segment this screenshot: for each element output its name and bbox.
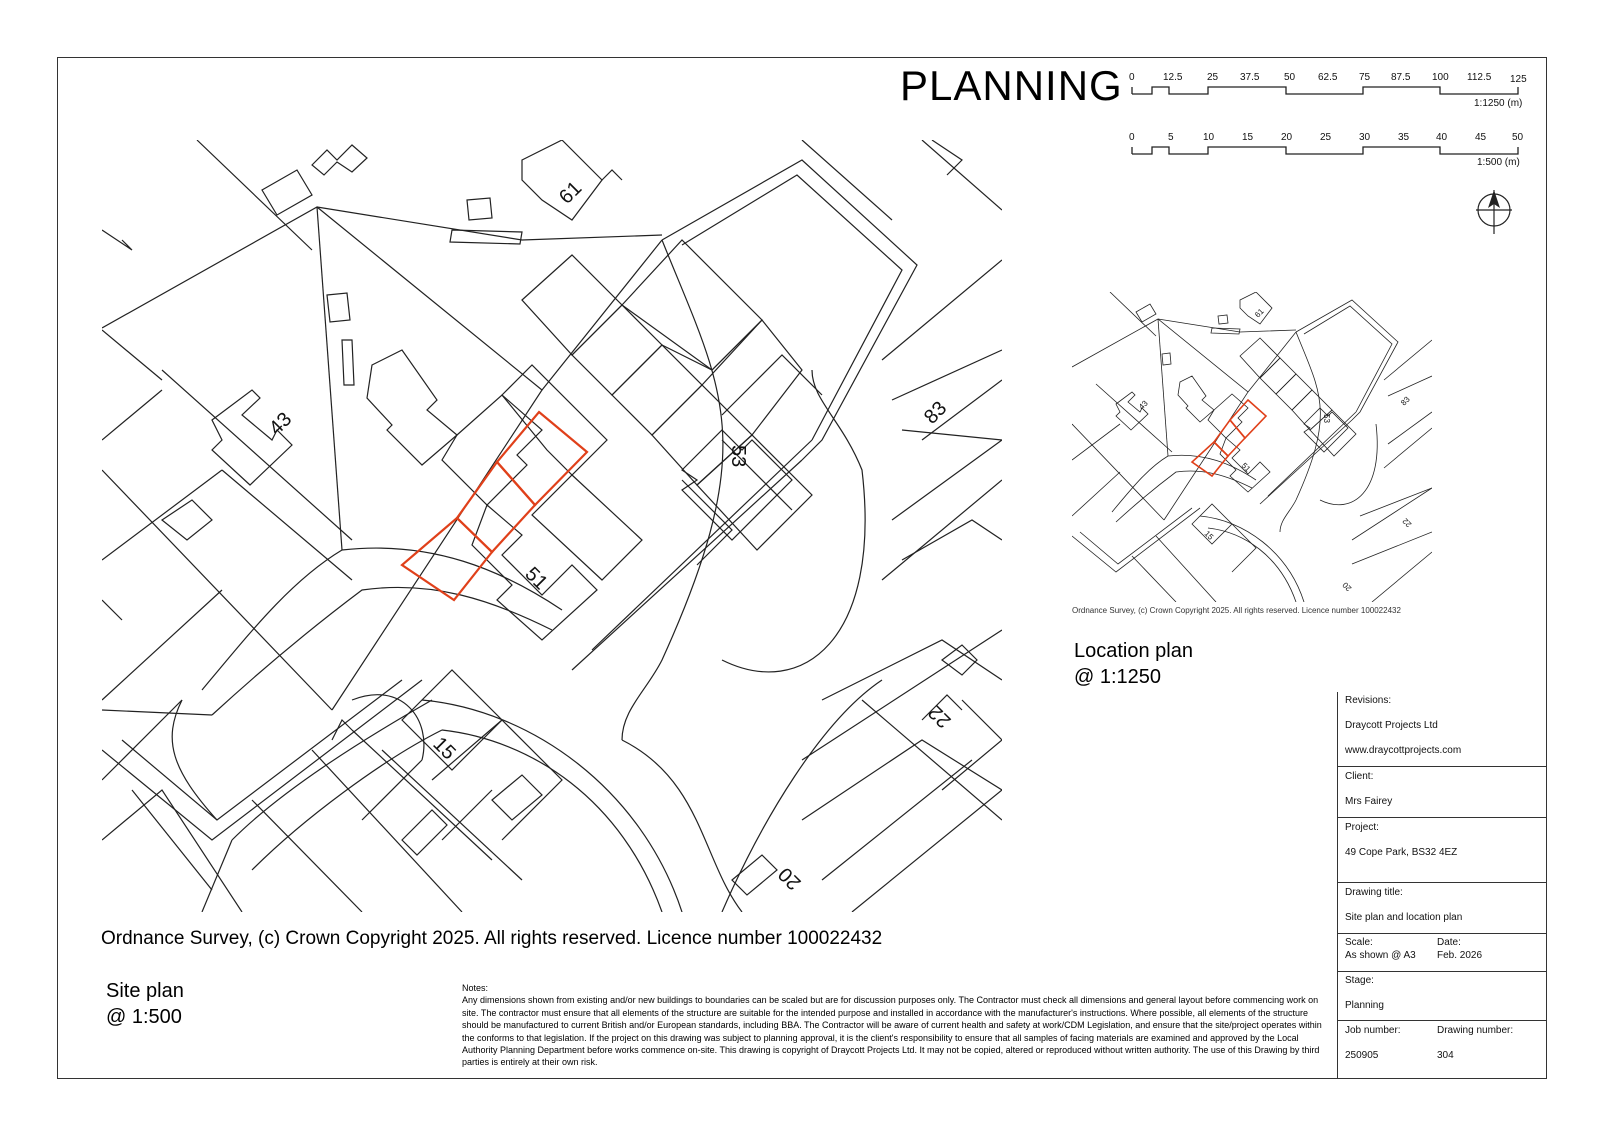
drawing-title-heading: PLANNING <box>900 62 1123 109</box>
notes-block <box>462 982 1332 1069</box>
location-plan-map <box>1072 292 1432 602</box>
scale-tick-label: 0 <box>1129 132 1135 143</box>
scale-tick-label: 87.5 <box>1391 72 1411 83</box>
location-house-number-53: 53 <box>1322 414 1331 423</box>
date-label: Date: <box>1437 937 1461 948</box>
location-house-number-15: 15 <box>1202 529 1216 542</box>
date-value: Feb. 2026 <box>1437 950 1483 961</box>
notes-heading: Notes: <box>462 983 489 993</box>
location-house-number-22: 22 <box>1400 516 1414 529</box>
revisions-label: Revisions: <box>1345 695 1392 706</box>
scale-label: Scale: <box>1345 937 1373 948</box>
location-house-number-51: 51 <box>1239 461 1253 474</box>
scale-tick-label: 10 <box>1203 132 1215 143</box>
site-plan-label-line1: Site plan <box>106 980 184 1002</box>
house-number-61: 61 <box>554 177 587 209</box>
project-value: 49 Cope Park, BS32 4EZ <box>1345 847 1458 858</box>
location-house-number-61: 61 <box>1253 306 1266 320</box>
title-block-divider <box>1337 766 1547 767</box>
scale-tick-label: 40 <box>1436 132 1448 143</box>
company-website[interactable]: www.draycottprojects.com <box>1345 745 1462 756</box>
scale-tick-label: 25 <box>1207 72 1219 83</box>
site-plan-map <box>102 140 1002 912</box>
scale-tick-label: 12.5 <box>1163 72 1183 83</box>
title-block-divider <box>1337 882 1547 883</box>
stage-value: Planning <box>1345 1000 1384 1011</box>
location-house-number-83: 83 <box>1399 394 1412 408</box>
location-plan-label-line2: @ 1:1250 <box>1074 666 1162 688</box>
house-number-51: 51 <box>520 562 552 595</box>
scale-tick-label: 50 <box>1512 132 1524 143</box>
location-plan-copyright: Ordnance Survey, (c) Crown Copyright 2025. All rights reserved. Licence number 100022432 <box>1072 606 1401 615</box>
company-name: Draycott Projects Ltd <box>1345 720 1438 731</box>
house-number-43: 43 <box>264 408 297 440</box>
scale-tick-label: 15 <box>1242 132 1254 143</box>
notes-body: Any dimensions shown from existing and/or new buildings to boundaries can be scaled but are for discussion purposes only. The Contractor must check all dimensions and general layout before commencing work on site. The contractor must ensure that all elements of the structure are suitable for the intended purpose and installed in accordance with the manufacturer's instructions. Where possible, all elements of the structure should be manufactured to current British and/or European standards, including BBA. The Contractor will be aware of current health and safety at work/CDM Legislation, and ensure that the site/project operates within the conforms to that legislation. If the project on this drawing was subject to planning approval, it is the client's responsibility to ensure that all samples of facing materials are examined and approved by the Local Authority Planning Department before works commence on-site. This drawing is copyright of Draycott Projects Ltd. It may not be copied, altered or reproduced without written authority. The use of this Drawing by third parties is entirely at their own risk. <box>462 995 1322 1068</box>
scale-tick-label: 125 <box>1510 74 1527 85</box>
scale-tick-label: 35 <box>1398 132 1410 143</box>
job-number-value: 250905 <box>1345 1050 1379 1061</box>
scale-tick-label: 0 <box>1129 72 1135 83</box>
location-house-number-20: 20 <box>1340 580 1354 593</box>
title-block-divider <box>1337 1020 1547 1021</box>
site-plan-label-line2: @ 1:500 <box>106 1006 182 1028</box>
site-plan-copyright: Ordnance Survey, (c) Crown Copyright 2025. All rights reserved. Licence number 100022432 <box>101 928 883 949</box>
north-arrow-icon <box>1474 186 1514 236</box>
scale-tick-label: 20 <box>1281 132 1293 143</box>
drawing-title-label: Drawing title: <box>1345 887 1403 898</box>
stage-label: Stage: <box>1345 975 1374 986</box>
scale-tick-label: 30 <box>1359 132 1371 143</box>
site-plan-label <box>106 978 184 1030</box>
scale-tick-label: 5 <box>1168 132 1174 143</box>
scale-tick-label: 62.5 <box>1318 72 1338 83</box>
client-label: Client: <box>1345 771 1374 782</box>
house-number-53: 53 <box>727 445 749 468</box>
scale-value: As shown @ A3 <box>1345 950 1416 961</box>
drawing-number-label: Drawing number: <box>1437 1025 1514 1036</box>
scale-tick-label: 25 <box>1320 132 1332 143</box>
title-block-divider <box>1337 971 1547 972</box>
house-number-83: 83 <box>919 397 952 429</box>
scale-tick-label: 37.5 <box>1240 72 1260 83</box>
title-block-divider <box>1337 933 1547 934</box>
scale-tick-label: 50 <box>1284 72 1296 83</box>
drawing-title-value: Site plan and location plan <box>1345 912 1463 923</box>
location-house-number-43: 43 <box>1137 398 1150 412</box>
house-number-15: 15 <box>428 732 460 765</box>
client-value: Mrs Fairey <box>1345 796 1393 807</box>
location-plan-label <box>1074 638 1193 690</box>
title-block-divider <box>1337 817 1547 818</box>
house-number-20: 20 <box>774 862 806 895</box>
scale-tick-label: 75 <box>1359 72 1371 83</box>
scale-tick-label: 100 <box>1432 72 1449 83</box>
job-number-label: Job number: <box>1345 1025 1401 1036</box>
project-label: Project: <box>1345 822 1379 833</box>
drawing-number-value: 304 <box>1437 1050 1454 1061</box>
scale-tick-label: 45 <box>1475 132 1487 143</box>
location-plan-label-line1: Location plan <box>1074 640 1193 662</box>
scale-tick-label: 112.5 <box>1467 72 1492 83</box>
house-number-22: 22 <box>924 700 956 733</box>
scale-unit-label: 1:1250 (m) <box>1474 98 1523 109</box>
scale-unit-label: 1:500 (m) <box>1477 157 1520 168</box>
